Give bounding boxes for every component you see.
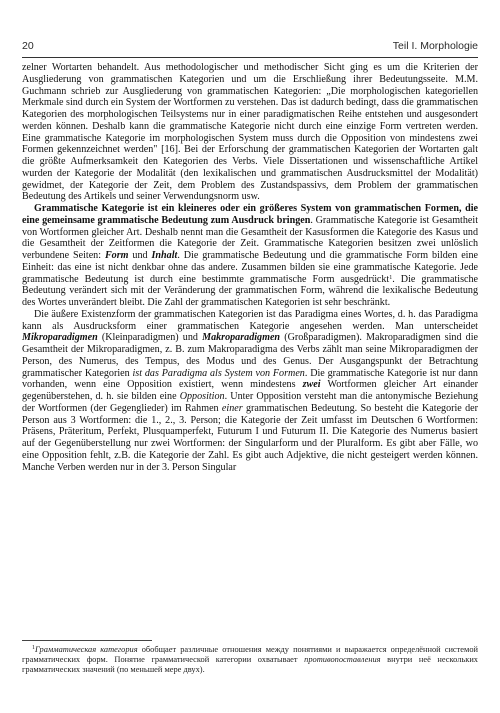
paragraph-2-und: und: [128, 250, 152, 261]
footnote-term-opposition: противопоставления: [304, 655, 381, 665]
page-header: [22, 40, 478, 56]
paragraph-1: [22, 62, 478, 203]
body-text: [22, 62, 478, 473]
paragraph-2-text-b: . Die grammatische Bedeutung und die grammatische Form bilden eine Einheit: das eine ist nicht denkbar ohne das andere. Zusammen bilden sie eine grammatische Kategorie. Jede grammatische Bedeutung ist durch eine bestimmte grammatische Form ausgedrückt: [22, 250, 479, 285]
paragraph-3-text-g: grammatischen Bedeutung. So besteht die Kategorie der Person aus 3 Wortformen: die 1., 2., 3. Person; die Kategorie der Zeit umfasst im Deutschen 6 Wortformen: Präsens, Präteritum, Perfekt, Plusquamperfekt, Futurum I und Futurum II. Die Kategorie des Numerus basiert auf der Gegenüberstellung nur zwei Wortformen: der Singularform und der Pluralform. Es gibt aber Fälle, wo eine Opposition fehlt, z.B. die Kategorie der Zahl. Es gibt auch Adjektive, die nicht gesteigert werden können. Manche Verben werden nur in der 3. Person Singular: [22, 402, 478, 473]
term-zwei: zwei: [302, 379, 321, 391]
footnote-text-a: обобщает различные отношения между понятиями и выражается определённой системой грамматических форм. Понятие грамматической категории охватывает: [22, 645, 478, 665]
paragraph-3-text-b: (Kleinparadigmen) und: [97, 332, 203, 344]
paragraph-3-text-d: . Die grammatische Kategorie ist nur dann vorhanden, wenn eine Opposition existiert, wenn mindestens: [22, 367, 478, 391]
footnote-mark: 1: [32, 645, 35, 651]
term-opposition: Opposition: [179, 391, 225, 402]
footnote-term: Грамматическая категория: [35, 645, 138, 654]
term-einer: einer: [221, 402, 243, 414]
term-makroparadigmen: Makroparadigmen: [202, 332, 281, 344]
term-form: Form: [104, 250, 129, 261]
paragraph-3-text-e: Wortformen gleicher Art einander gegenüberstehen, d. h. sie bilden eine: [22, 379, 478, 402]
footnote: [22, 645, 478, 676]
term-inhalt: Inhalt: [151, 250, 178, 261]
footnote-ref[interactable]: 1: [389, 274, 393, 281]
running-head: Teil I. Morphologie: [392, 40, 478, 52]
paragraph-3: [22, 309, 478, 474]
paragraph-2-text-c: . Die grammatische Bedeutung verändert sich mit der Veränderung der grammatischen Form, während die lexikalische Bedeutung des Wortes unverändert bleibt. Die Zahl der grammatischen Kategorien ist sehr beschränkt.: [22, 273, 479, 308]
page-number: 20: [22, 40, 34, 52]
definition-bold: Grammatische Kategorie ist ein kleineres oder ein größeres System von grammatischen Formen, die eine gemeinsame grammatische Bedeutung zum Ausdruck bringen: [22, 203, 478, 226]
paragraph-3-text-a: Die äußere Existenzform der grammatischen Kategorien ist das Paradigma eines Wortes, d. h. das Paradigma kann als Ausdrucksform einer grammatischen Kategorie angesehen werden. Man unterscheidet: [22, 308, 478, 332]
paragraph-2-text-a: . Grammatische Kategorie ist Gesamtheit von Wortformen gleicher Art. Deshalb nennt man die Gesamtheit der Kasusformen die Kategorie des Kasus und die Gesamtheit der Zeitformen die Kategorie der Zeit. Grammatische Kategorien besitzen zwei unlöslich verbundene Seiten:: [22, 214, 478, 261]
footnote-text-b: внутри неё нескольких грамматических значений (по меньшей мере двух).: [22, 655, 478, 675]
term-mikroparadigmen: Mikroparadigmen: [22, 332, 98, 344]
paragraph-1-text: zelner Wortarten behandelt. Aus methodologischer und methodischer Sicht ging es um die Kriterien der Ausgliederung von grammatischen Kategorien und um die Erschließung ihrer Bedeutungsseite. M.M. Guchmann schrieb zur Ausgliederung von grammatischen Kategorien: „Die morphologischen kategoriellen Merkmale sind durch ein System der Wortformen zu verstehen. Das ist dadurch bedingt, dass die grammatischen Kategorien des morphologischen Teilsystems nur in einer paradigmatischen Reihe entstehen und ausgesondert werden können. Deshalb kann die grammatische Kategorie nicht durch eine einzige Form vertreten werden. Eine grammatische Kategorie im morphologischen System muss durch die Opposition von mindestens zwei Formen gekennzeichnet werden" [16]. Bei der Erforschung der grammatischen Kategorien der Wortarten galt die größte Aufmerksamkeit den Kategorien des Verbs. Viele Dissertationen und wissenschaftliche Artikel wurden der Kategorie der Modalität (den lexikalischen und grammatischen Ausdrucksmittel der Modalität) gewidmet, der Kategorie der Zeit, dem Problem des Zustandspassivs, dem Problem der grammatischen Bedeutung des Artikels und seiner Verwendungsnorm usw.: [22, 62, 478, 203]
paragraph-3-text-c: (Großparadigmen). Makroparadigmen sind die Gesamtheit der Mikroparadigmen, z. B. zum Makroparadigma des Verbs zählt man seine Mikroparadigmen der Person, des Numerus, des Tempus, des Modus und des Genus. Der Ausgangspunkt der Betrachtung grammatischer Kategorien: [22, 332, 478, 379]
paragraph-3-text-f: . Unter Opposition versteht man die antonymische Beziehung der Wortformen (der Gegenglieder) im Rahmen: [22, 391, 478, 414]
header-rule: [22, 57, 478, 58]
footnote-rule: [22, 640, 152, 641]
paragraph-2: [22, 203, 478, 309]
italic-phrase-paradigma: ist das Paradigma als System von Formen: [132, 367, 305, 379]
